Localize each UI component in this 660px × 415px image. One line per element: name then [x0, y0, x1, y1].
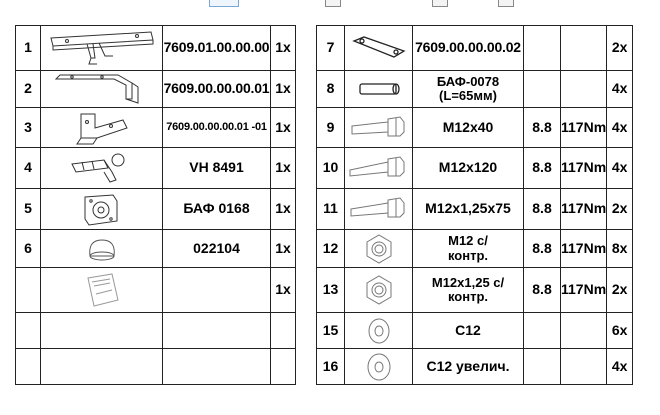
washer-icon [345, 313, 413, 349]
part-name: M12x120 [413, 148, 524, 189]
item-number: 2 [16, 71, 41, 108]
quantity: 6x [607, 313, 633, 349]
item-number: 9 [317, 108, 345, 148]
part-code: БАФ 0168 [163, 189, 271, 230]
quantity: 1x [271, 26, 296, 71]
top-mark [209, 0, 239, 7]
table-row [317, 268, 633, 313]
part-name: M12x1,25 с/контр. [413, 268, 524, 313]
strength-class: 8.8 [524, 108, 561, 148]
tow-ball-icon [41, 148, 163, 189]
item-number: 1 [16, 26, 41, 71]
item-number: 5 [16, 189, 41, 230]
strength-class: 8.8 [524, 148, 561, 189]
item-number: 6 [16, 230, 41, 268]
item-number: 11 [317, 189, 345, 230]
table-row [16, 108, 296, 148]
strength-class: 8.8 [524, 189, 561, 230]
torque [561, 313, 607, 349]
table-row [16, 189, 296, 230]
quantity: 8x [607, 230, 633, 268]
quantity: 2x [607, 26, 633, 71]
part-name: C12 [413, 313, 524, 349]
table-row [317, 71, 633, 108]
quantity: 1x [271, 189, 296, 230]
quantity: 2x [607, 268, 633, 313]
table-row [317, 349, 633, 385]
strength-class: 8.8 [524, 230, 561, 268]
quantity: 1x [271, 230, 296, 268]
bolt-medium-icon [345, 189, 413, 230]
top-mark [498, 0, 514, 7]
item-number: 7 [317, 26, 345, 71]
part-code: 022104 [163, 230, 271, 268]
top-mark [432, 0, 448, 7]
strength-class [524, 71, 561, 108]
quantity: 4x [607, 349, 633, 385]
item-number: 8 [317, 71, 345, 108]
spacer-tube-icon [345, 71, 413, 108]
parts-table-left [15, 25, 296, 385]
quantity: 4x [607, 148, 633, 189]
part-code: 7609.00.00.00.01 [163, 71, 271, 108]
plate-icon [345, 26, 413, 71]
strength-class: 8.8 [524, 268, 561, 313]
lock-nut-icon [345, 268, 413, 313]
quantity [271, 349, 296, 385]
lock-nut-icon [345, 230, 413, 268]
item-number: 13 [317, 268, 345, 313]
table-row [317, 230, 633, 268]
tow-bar-crossbeam-icon [41, 26, 163, 71]
part-code: 7609.01.00.00.00 [163, 26, 271, 71]
part-code: 7609.00.00.00.01 -01 [163, 108, 271, 148]
torque: 117Nm [561, 189, 607, 230]
table-row [317, 313, 633, 349]
part-code [163, 349, 271, 385]
item-number: 15 [317, 313, 345, 349]
part-name: C12 увелич. [413, 349, 524, 385]
top-mark [325, 0, 341, 7]
table-row [16, 349, 296, 385]
table-row [16, 230, 296, 268]
item-number: 16 [317, 349, 345, 385]
table-row [317, 26, 633, 71]
quantity: 1x [271, 108, 296, 148]
torque [561, 349, 607, 385]
table-row [317, 108, 633, 148]
empty-cell [41, 349, 163, 385]
part-name: M12 с/контр. [413, 230, 524, 268]
empty-cell [41, 313, 163, 349]
torque: 117Nm [561, 108, 607, 148]
item-number: 12 [317, 230, 345, 268]
bolt-long-icon [345, 148, 413, 189]
table-row [16, 71, 296, 108]
quantity: 4x [607, 108, 633, 148]
angle-bracket-icon [41, 108, 163, 148]
torque [561, 71, 607, 108]
table-row [317, 148, 633, 189]
quantity [271, 313, 296, 349]
mounting-bracket-icon [41, 71, 163, 108]
bolt-short-icon [345, 108, 413, 148]
part-name: M12x40 [413, 108, 524, 148]
torque: 117Nm [561, 148, 607, 189]
item-number [16, 349, 41, 385]
item-number: 10 [317, 148, 345, 189]
torque [561, 26, 607, 71]
table-row [16, 148, 296, 189]
table-row [16, 313, 296, 349]
torque: 117Nm [561, 230, 607, 268]
quantity: 1x [271, 148, 296, 189]
item-number: 3 [16, 108, 41, 148]
quantity: 1x [271, 71, 296, 108]
part-code [163, 313, 271, 349]
item-number [16, 313, 41, 349]
table-row [16, 26, 296, 71]
quantity: 1x [271, 268, 296, 313]
strength-class [524, 26, 561, 71]
quantity: 2x [607, 189, 633, 230]
parts-table-right [316, 25, 633, 385]
torque: 117Nm [561, 268, 607, 313]
washer-large-icon [345, 349, 413, 385]
strength-class [524, 349, 561, 385]
item-number: 4 [16, 148, 41, 189]
table-row [317, 189, 633, 230]
part-name: БАФ-0078 (L=65мм) [413, 71, 524, 108]
item-number [16, 268, 41, 313]
socket-plate-icon [41, 189, 163, 230]
part-name: M12x1,25x75 [413, 189, 524, 230]
strength-class [524, 313, 561, 349]
instruction-booklet-icon [41, 268, 163, 313]
quantity: 4x [607, 71, 633, 108]
table-row [16, 268, 296, 313]
part-code: VH 8491 [163, 148, 271, 189]
ball-cap-icon [41, 230, 163, 268]
part-code [163, 268, 271, 313]
part-name: 7609.00.00.00.02 [413, 26, 524, 71]
